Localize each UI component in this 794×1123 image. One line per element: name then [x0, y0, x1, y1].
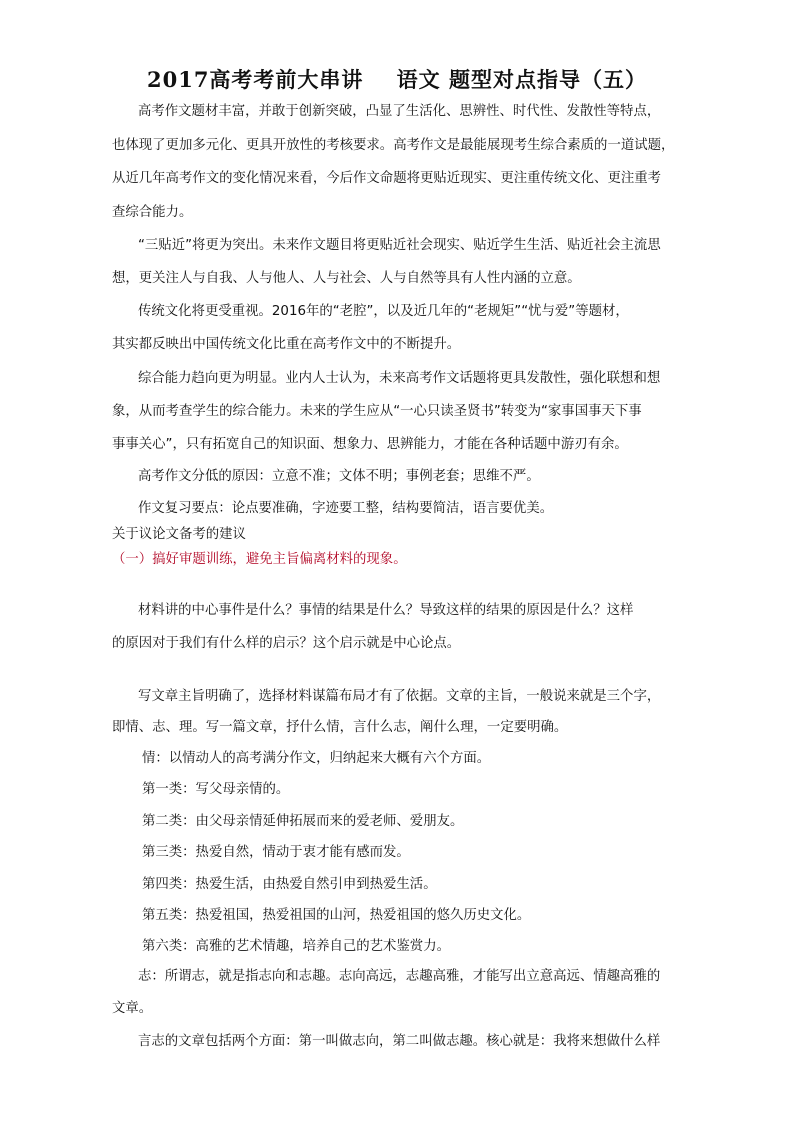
paragraph-line: 传统文化将更受重视。2016年的“老腔”，以及近几年的“老规矩”“忧与爱”等题材，	[138, 304, 629, 319]
paragraph-line: 即情、志、理。写一篇文章，抒什么情，言什么志，阐什么理，一定要明确。	[112, 720, 568, 735]
paragraph-line: 查综合能力。	[112, 205, 193, 220]
paragraph-line: 材料讲的中心事件是什么？事情的结果是什么？导致这样的结果的原因是什么？这样	[138, 603, 634, 618]
paragraph-line: 写文章主旨明确了，选择材料谋篇布局才有了依据。文章的主旨，一般说来就是三个字，	[138, 689, 661, 704]
list-item: 第五类：热爱祖国，热爱祖国的山河，热爱祖国的悠久历史文化。	[142, 908, 531, 923]
list-item: 第一类：写父母亲情的。	[142, 782, 290, 797]
list-item: 第六类：高雅的艺术情趣，培养自己的艺术鉴赏力。	[142, 939, 450, 954]
subsection-heading: （一）搞好审题训练，避免主旨偏离材料的现象。	[112, 552, 407, 567]
section-heading: 关于议论文备考的建议	[112, 527, 246, 542]
paragraph-line: 情：以情动人的高考满分作文，归纳起来大概有六个方面。	[142, 751, 491, 766]
paragraph-line: 也体现了更加多元化、更具开放性的考核要求。高考作文是最能展现考生综合素质的一道试题，	[112, 138, 675, 153]
paragraph-line: 其实都反映出中国传统文化比重在高考作文中的不断提升。	[112, 337, 461, 352]
paragraph-line: 言志的文章包括两个方面：第一叫做志向，第二叫做志趣。核心就是：我将来想做什么样	[138, 1034, 661, 1049]
paragraph-line: 的原因对于我们有什么样的启示？这个启示就是中心论点。	[112, 636, 461, 651]
paragraph-line: 综合能力趋向更为明显。业内人士认为，未来高考作文话题将更具发散性，强化联想和想	[138, 371, 661, 386]
paragraph-line: 事事关心”，只有拓宽自己的知识面、想象力、思辨能力，才能在各种话题中游刃有余。	[112, 437, 628, 452]
paragraph-line: 从近几年高考作文的变化情况来看，今后作文命题将更贴近现实、更注重传统文化、更注重考	[112, 171, 662, 186]
paragraph-line: 象，从而考查学生的综合能力。未来的学生应从“一心只读圣贤书”转变为“家事国事天下事	[112, 404, 642, 419]
list-item: 第二类：由父母亲情延伸拓展而来的爱老师、爱朋友。	[142, 814, 464, 829]
paragraph-line: 高考作文题材丰富，并敢于创新突破，凸显了生活化、思辨性、时代性、发散性等特点，	[138, 104, 661, 119]
list-item: 第四类：热爱生活，由热爱自然引申到热爱生活。	[142, 877, 437, 892]
paragraph-line: 高考作文分低的原因：立意不准；文体不明；事例老套；思维不严。	[138, 469, 540, 484]
list-item: 第三类：热爱自然，情动于衷才能有感而发。	[142, 845, 410, 860]
paragraph-line: 作文复习要点：论点要准确，字迹要工整，结构要简洁，语言要优美。	[138, 501, 554, 516]
paragraph-line: 文章。	[112, 1001, 153, 1016]
paragraph-line: 想，更关注人与自我、人与他人、人与社会、人与自然等具有人性内涵的立意。	[112, 271, 581, 286]
paragraph-line: 志：所谓志，就是指志向和志趣。志向高远，志趣高雅，才能写出立意高远、情趣高雅的	[138, 969, 661, 984]
paragraph-line: “三贴近”将更为突出。未来作文题目将更贴近社会现实、贴近学生生活、贴近社会主流思	[138, 238, 661, 253]
document-title: 2017高考考前大串讲 语文 题型对点指导（五）	[146, 67, 647, 92]
